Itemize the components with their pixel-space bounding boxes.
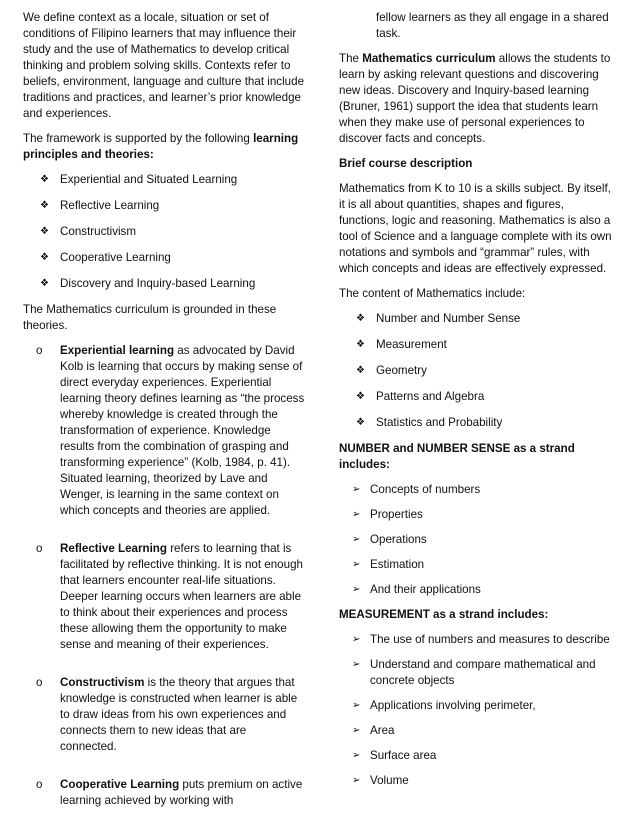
list-item-text: Surface area xyxy=(370,749,437,762)
list-item xyxy=(339,482,615,498)
diamond-bullet-icon: ❖ xyxy=(356,365,365,376)
diamond-bullet-icon: ❖ xyxy=(356,391,365,402)
grounded-paragraph: The Mathematics curriculum is grounded in these theories. xyxy=(23,303,277,332)
theory-title: Constructivism xyxy=(60,676,145,689)
list-item xyxy=(339,415,615,431)
list-item-text: Applications involving perimeter, xyxy=(370,699,536,712)
framework-bold-text: learning principles and theories: xyxy=(23,132,299,161)
curriculum-bold-text: Mathematics curriculum xyxy=(362,52,496,65)
list-item xyxy=(23,224,306,240)
list-item xyxy=(339,748,615,764)
brief-paragraph: Mathematics from K to 10 is a skills subject. By itself, it is all about quantities, shapes and figures, functions, logic and reasoning. Mathematics is also a tool of Science and a language complete with its own notations and symbols and “grammar” rules, with which concepts and ideas are effectively expressed. xyxy=(339,182,612,275)
list-item xyxy=(23,343,306,519)
list-item-text: And their applications xyxy=(370,583,481,596)
list-item xyxy=(339,657,615,689)
principles-list xyxy=(23,172,306,292)
left-column xyxy=(23,10,306,831)
diamond-bullet-icon: ❖ xyxy=(40,252,49,263)
arrow-bullet-icon: ➢ xyxy=(352,559,361,570)
list-item-text: Estimation xyxy=(370,558,425,571)
circle-bullet-icon: o xyxy=(36,542,43,555)
arrow-bullet-icon: ➢ xyxy=(352,484,361,495)
curriculum-pre-text: The xyxy=(339,52,363,65)
circle-bullet-icon: o xyxy=(36,778,43,791)
list-item-text: Reflective Learning xyxy=(60,199,160,212)
theory-text: refers to learning that is facilitated by reflective thinking. It is not enough that learners encounter real-life situations. Deeper learning occurs when learners are able to think about their experiences and process these allowing them the opportunity to make sense and meaning of their experiences. xyxy=(60,542,303,651)
list-item xyxy=(339,532,615,548)
circle-bullet-icon: o xyxy=(36,344,43,357)
list-item-text: Cooperative Learning xyxy=(60,251,171,264)
theories-list xyxy=(23,343,306,809)
number-sense-heading xyxy=(339,441,615,473)
arrow-bullet-icon: ➢ xyxy=(352,509,361,520)
list-item-text: Discovery and Inquiry-based Learning xyxy=(60,277,256,290)
list-item xyxy=(23,675,306,755)
arrow-bullet-icon: ➢ xyxy=(352,700,361,711)
measurement-heading-text: MEASUREMENT as a strand includes: xyxy=(339,608,549,621)
framework-paragraph xyxy=(23,131,306,163)
measurement-heading xyxy=(339,607,615,623)
arrow-bullet-icon: ➢ xyxy=(352,750,361,761)
circle-bullet-icon: o xyxy=(36,676,43,689)
theory-text: puts premium on active learning achieved by working with xyxy=(60,778,303,807)
list-item xyxy=(23,198,306,214)
list-item xyxy=(339,389,615,405)
list-item-text: Number and Number Sense xyxy=(376,312,521,325)
context-paragraph: We define context as a locale, situation or set of conditions of Filipino learners that may influence their study and the use of Mathematics to develop critical thinking and problem solving skills. Contexts refer to beliefs, environment, language and culture that include traditions and practices, and learner’s prior knowledge and experiences. xyxy=(23,11,305,120)
list-item xyxy=(339,632,615,648)
diamond-bullet-icon: ❖ xyxy=(40,174,49,185)
list-item xyxy=(23,276,306,292)
list-item xyxy=(23,250,306,266)
number-sense-list xyxy=(339,482,615,598)
arrow-bullet-icon: ➢ xyxy=(352,775,361,786)
list-item-text: Measurement xyxy=(376,338,447,351)
theory-title: Experiential learning xyxy=(60,344,175,357)
curriculum-text: allows the students to learn by asking relevant questions and discovering new ideas. Discovery and Inquiry-based learning (Bruner, 1961) support the idea that students learn when they make use of personal experiences to discover facts and concepts. xyxy=(339,52,611,145)
diamond-bullet-icon: ❖ xyxy=(40,226,49,237)
diamond-bullet-icon: ❖ xyxy=(40,278,49,289)
list-item xyxy=(23,172,306,188)
list-item xyxy=(23,777,306,809)
theory-title: Reflective Learning xyxy=(60,542,167,555)
list-item-text: Concepts of numbers xyxy=(370,483,481,496)
arrow-bullet-icon: ➢ xyxy=(352,659,361,670)
list-item xyxy=(339,363,615,379)
list-item xyxy=(339,773,615,789)
diamond-bullet-icon: ❖ xyxy=(40,200,49,211)
list-item-text: The use of numbers and measures to describe xyxy=(370,633,610,646)
measurement-list xyxy=(339,632,615,789)
curriculum-paragraph xyxy=(339,51,615,147)
list-item xyxy=(339,557,615,573)
list-item-text: Geometry xyxy=(376,364,427,377)
list-item xyxy=(339,698,615,714)
diamond-bullet-icon: ❖ xyxy=(356,339,365,350)
framework-text: The framework is supported by the following xyxy=(23,132,254,145)
list-item-text: Operations xyxy=(370,533,427,546)
right-column xyxy=(339,10,615,798)
list-item-text: Understand and compare mathematical and concrete objects xyxy=(370,658,596,687)
list-item-text: Properties xyxy=(370,508,423,521)
diamond-bullet-icon: ❖ xyxy=(356,417,365,428)
diamond-bullet-icon: ❖ xyxy=(356,313,365,324)
brief-heading-text: Brief course description xyxy=(339,157,473,170)
arrow-bullet-icon: ➢ xyxy=(352,534,361,545)
brief-heading xyxy=(339,156,615,172)
arrow-bullet-icon: ➢ xyxy=(352,634,361,645)
theory-title: Cooperative Learning xyxy=(60,778,180,791)
arrow-bullet-icon: ➢ xyxy=(352,584,361,595)
theory-text: is the theory that argues that knowledge is constructed when learner is able to draw ideas from his own experiences and connects them to new ideas that are connected. xyxy=(60,676,298,753)
list-item xyxy=(339,507,615,523)
arrow-bullet-icon: ➢ xyxy=(352,725,361,736)
content-intro: The content of Mathematics include: xyxy=(339,287,526,300)
continuation-text: fellow learners as they all engage in a shared task. xyxy=(376,11,609,40)
list-item xyxy=(339,311,615,327)
list-item-text: Constructivism xyxy=(60,225,137,238)
theory-text: as advocated by David Kolb is learning that occurs by making sense of direct everyday experiences. Experiential learning theory defines learning as “the process whereby knowledge is created through the transformation of experience. Knowledge results from the combination of grasping and transforming experience” (Kolb, 1984, p. 41). Situated learning, theorized by Lave and Wenger, is learning in the same context on which concepts and theories are applied. xyxy=(60,344,305,517)
list-item-text: Patterns and Algebra xyxy=(376,390,485,403)
list-item-text: Volume xyxy=(370,774,409,787)
list-item xyxy=(23,541,306,653)
list-item xyxy=(339,582,615,598)
list-item-text: Experiential and Situated Learning xyxy=(60,173,238,186)
content-list xyxy=(339,311,615,431)
list-item xyxy=(339,337,615,353)
list-item xyxy=(339,723,615,739)
list-item-text: Area xyxy=(370,724,395,737)
number-sense-heading-text: NUMBER and NUMBER SENSE as a strand includes: xyxy=(339,442,575,471)
list-item-text: Statistics and Probability xyxy=(376,416,503,429)
